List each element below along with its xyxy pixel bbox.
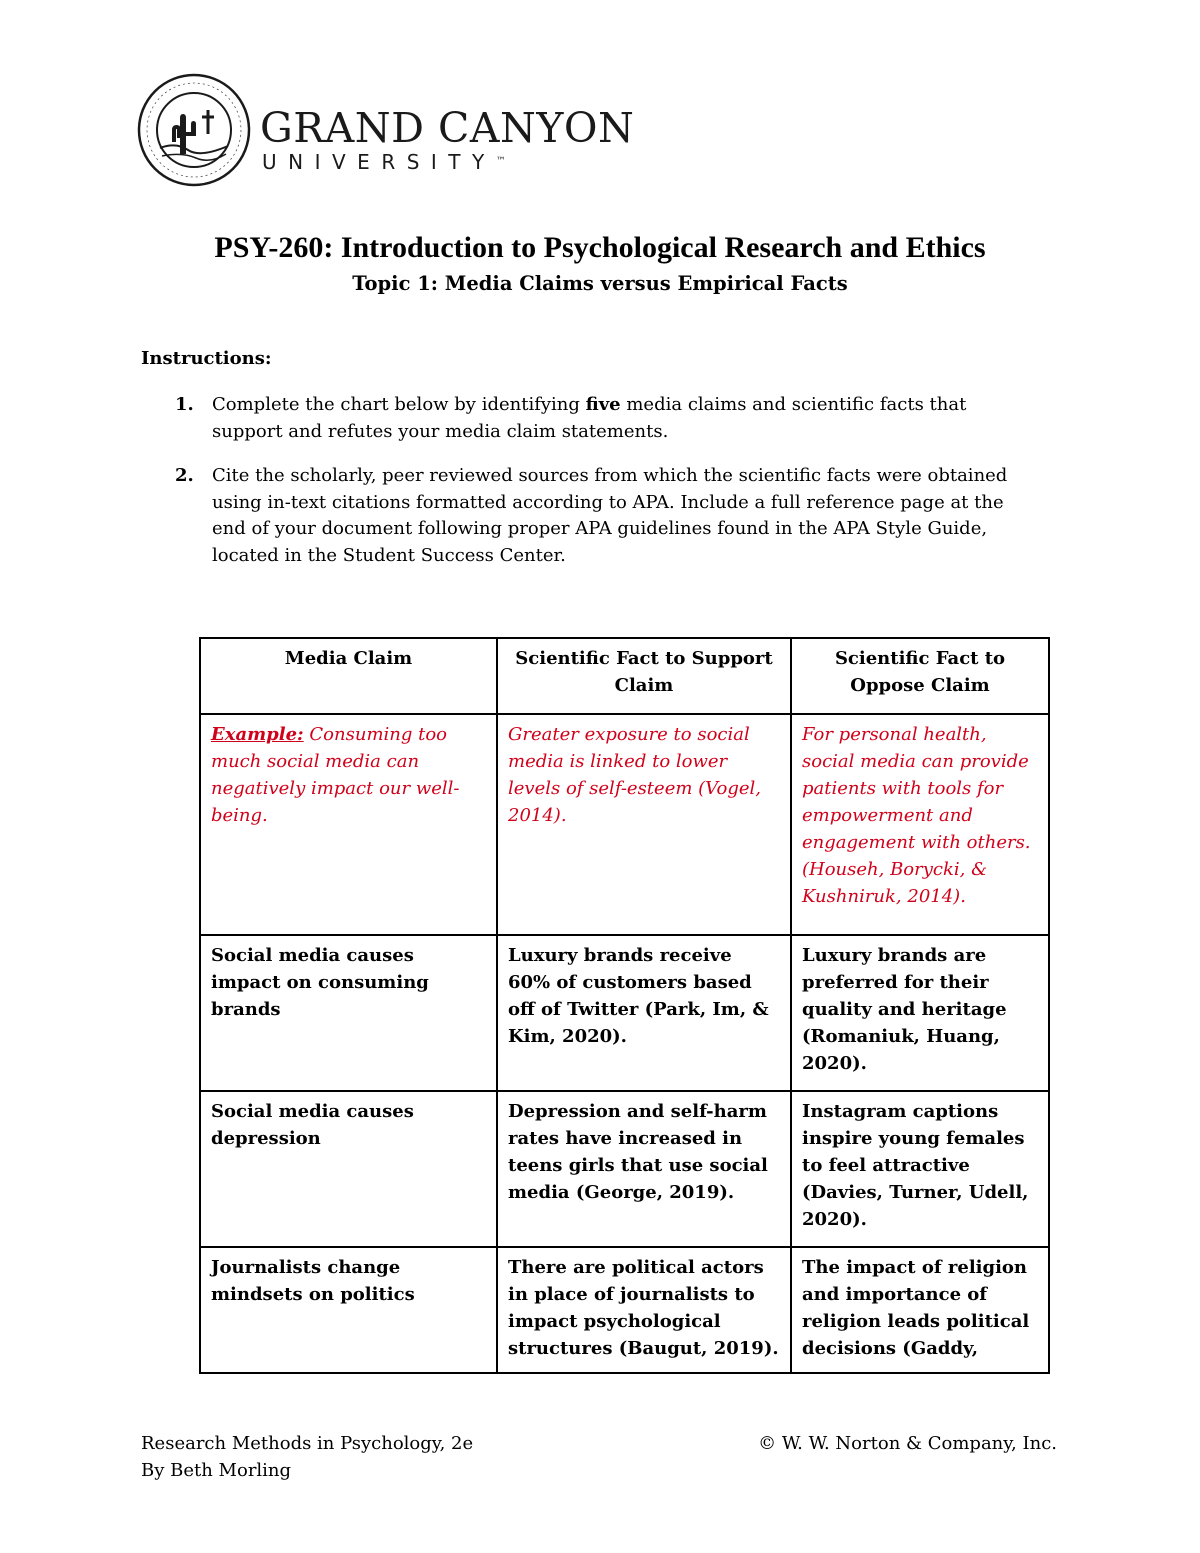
footer-left <box>141 1430 473 1484</box>
oppose-cell: The impact of religion and importance of religion leads political decisions (Gaddy, <box>791 1247 1049 1373</box>
header-media-claim: Media Claim <box>200 638 497 714</box>
oppose-cell: Luxury brands are preferred for their quality and heritage (Romaniuk, Huang, 2020). <box>791 935 1049 1091</box>
instruction-item <box>141 463 1042 569</box>
wordmark-line-1: GRAND CANYON <box>260 104 635 152</box>
example-claim: Consuming too much social media can negatively impact our well-being. <box>211 724 460 826</box>
support-cell: Depression and self-harm rates have increased in teens girls that use social media (George, 2019). <box>497 1091 791 1247</box>
trademark-symbol: ™ <box>495 156 506 167</box>
support-cell: There are political actors in place of journalists to impact psychological structures (Baugut, 2019). <box>497 1247 791 1373</box>
university-seal-icon <box>136 72 252 188</box>
footer-author: By Beth Morling <box>141 1460 292 1481</box>
university-logo <box>136 72 636 192</box>
example-support-cell: Greater exposure to social media is linked to lower levels of self-esteem (Vogel, 2014). <box>497 714 791 935</box>
topic-title: Topic 1: Media Claims versus Empirical Facts <box>352 272 848 295</box>
footer-copyright: © W. W. Norton & Company, Inc. <box>758 1433 1057 1454</box>
support-cell: Luxury brands receive 60% of customers based off of Twitter (Park, Im, & Kim, 2020). <box>497 935 791 1091</box>
example-claim-cell <box>200 714 497 935</box>
instructions-section <box>141 346 1041 587</box>
claim-cell: Social media causes depression <box>200 1091 497 1247</box>
course-title: PSY-260: Introduction to Psychological Research and Ethics <box>214 231 986 264</box>
table-row <box>200 1091 1049 1247</box>
table-header-row <box>200 638 1049 714</box>
example-label: Example: <box>211 724 304 745</box>
oppose-cell: Instagram captions inspire young females to feel attractive (Davies, Turner, Udell, 2020). <box>791 1091 1049 1247</box>
university-wordmark <box>260 106 634 174</box>
example-oppose-cell: For personal health, social media can provide patients with tools for empowerment and engagement with others. (Househ, Borycki, & Kushniruk, 2014). <box>791 714 1049 935</box>
header-support-fact: Scientific Fact to Support Claim <box>497 638 791 714</box>
instruction-emphasis: five <box>585 394 621 415</box>
instructions-heading: Instructions: <box>141 348 272 369</box>
instruction-text-before: Complete the chart below by identifying <box>212 394 586 415</box>
footer-book-title: Research Methods in Psychology, 2e <box>141 1433 474 1454</box>
instruction-number: 1. <box>175 394 194 415</box>
header-oppose-fact: Scientific Fact to Oppose Claim <box>791 638 1049 714</box>
instruction-text: Cite the scholarly, peer reviewed sources from which the scientific facts were obtained using in-text citations formatted according to APA. Include a full reference page at the end of your document following proper APA guidelines found in the APA Style Guide, located in the Student Success Center. <box>212 465 1008 566</box>
claim-cell: Journalists change mindsets on politics <box>200 1247 497 1373</box>
instruction-item <box>141 392 1042 445</box>
claim-cell: Social media causes impact on consuming brands <box>200 935 497 1091</box>
example-row <box>200 714 1049 935</box>
wordmark-university: UNIVERSITY <box>262 150 496 174</box>
instruction-number: 2. <box>175 465 194 486</box>
instructions-list <box>141 392 1041 569</box>
wordmark-line-2 <box>262 150 634 174</box>
table-row <box>200 1247 1049 1373</box>
table-row <box>200 935 1049 1091</box>
claims-table <box>199 637 1050 1374</box>
instruction-text-after: media claims and scientific facts that support and refutes your media claim statements. <box>212 394 967 442</box>
